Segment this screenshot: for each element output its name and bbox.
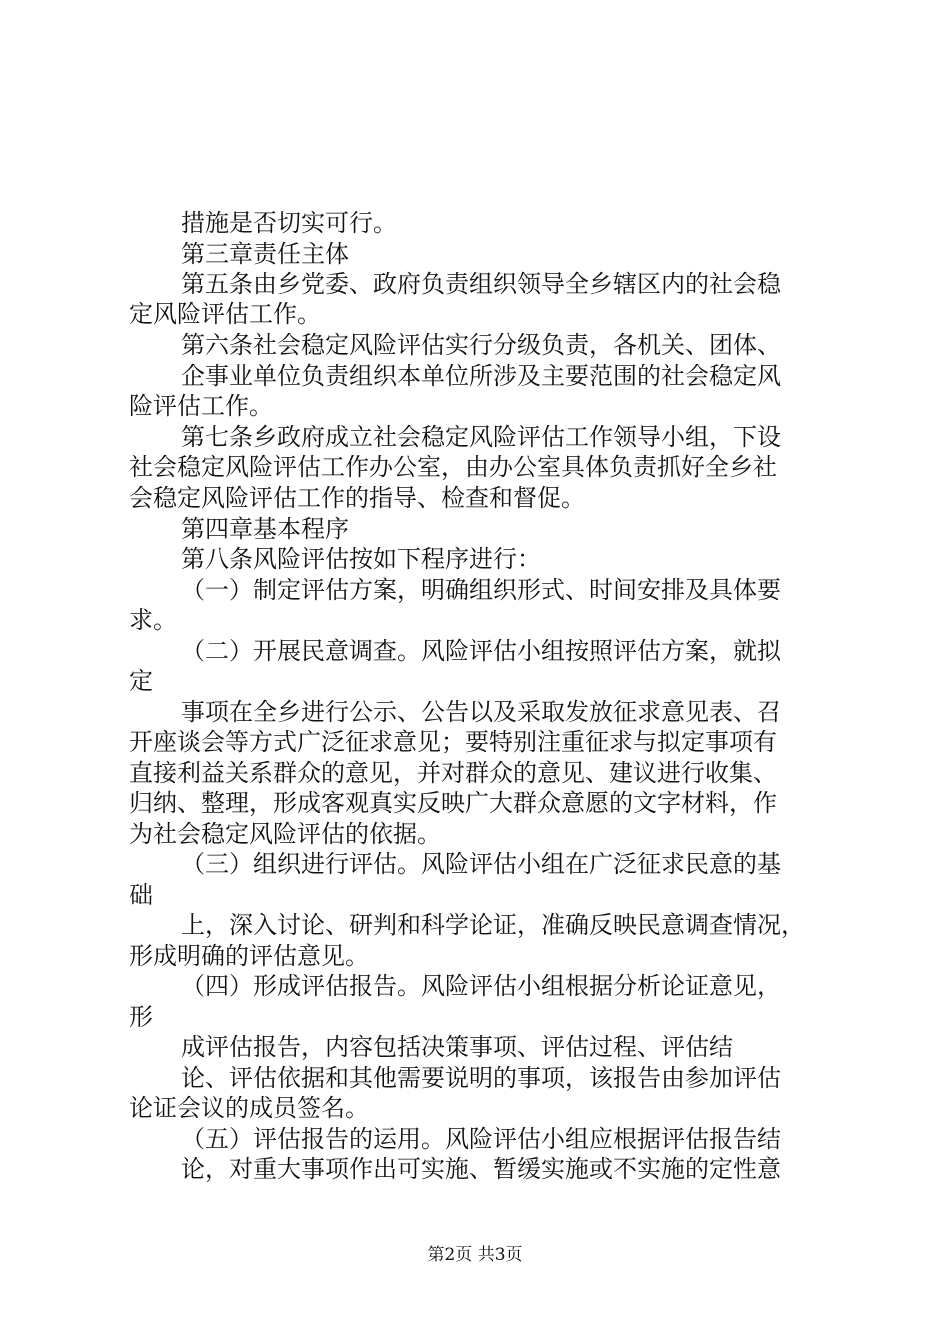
- text-line: 措施是否切实可行。: [181, 209, 397, 237]
- text-line: 险评估工作。: [129, 392, 273, 420]
- page-number: 第2页 共3页: [427, 1245, 523, 1265]
- text-line: 第五条由乡党委、政府负责组织领导全乡辖区内的社会稳: [181, 270, 781, 298]
- text-line: 企事业单位负责组织本单位所涉及主要范围的社会稳定风: [181, 362, 781, 390]
- text-line: 定风险评估工作。: [129, 300, 321, 328]
- text-line: 成评估报告，内容包括决策事项、评估过程、评估结: [181, 1033, 733, 1061]
- text-line: 形: [129, 1003, 153, 1031]
- text-line: （二）开展民意调查。风险评估小组按照评估方案，就拟: [181, 637, 781, 665]
- text-line: 形成明确的评估意见。: [129, 942, 369, 970]
- text-line: 论、评估依据和其他需要说明的事项，该报告由参加评估: [181, 1064, 781, 1092]
- text-line: 第六条社会稳定风险评估实行分级负责，各机关、团体、: [181, 331, 781, 359]
- text-line: （一）制定评估方案，明确组织形式、时间安排及具体要: [181, 576, 781, 604]
- text-line: 直接利益关系群众的意见，并对群众的意见、建议进行收集、: [129, 759, 777, 787]
- chapter-heading: 第三章责任主体: [181, 240, 349, 268]
- text-line: 上，深入讨论、研判和科学论证，准确反映民意调查情况，: [181, 911, 805, 939]
- text-line: 事项在全乡进行公示、公告以及采取发放征求意见表、召: [181, 698, 781, 726]
- text-line: （四）形成评估报告。风险评估小组根据分析论证意见，: [181, 972, 781, 1000]
- text-line: 论证会议的成员签名。: [129, 1094, 369, 1122]
- text-line: 础: [129, 881, 153, 909]
- text-line: （五）评估报告的运用。风险评估小组应根据评估报告结: [181, 1125, 781, 1153]
- text-line: 归纳、整理，形成客观真实反映广大群众意愿的文字材料，作: [129, 789, 777, 817]
- text-line: 为社会稳定风险评估的依据。: [129, 820, 441, 848]
- text-line: 求。: [129, 606, 177, 634]
- text-line: 社会稳定风险评估工作办公室，由办公室具体负责抓好全乡社: [129, 453, 777, 481]
- text-line: 论，对重大事项作出可实施、暂缓实施或不实施的定性意: [181, 1155, 781, 1183]
- text-line: 开座谈会等方式广泛征求意见；要特别注重征求与拟定事项有: [129, 728, 777, 756]
- text-line: （三）组织进行评估。风险评估小组在广泛征求民意的基: [181, 850, 781, 878]
- text-line: 第八条风险评估按如下程序进行：: [181, 545, 541, 573]
- chapter-heading: 第四章基本程序: [181, 515, 349, 543]
- text-line: 定: [129, 667, 153, 695]
- text-line: 第七条乡政府成立社会稳定风险评估工作领导小组，下设: [181, 423, 781, 451]
- text-line: 会稳定风险评估工作的指导、检查和督促。: [129, 484, 585, 512]
